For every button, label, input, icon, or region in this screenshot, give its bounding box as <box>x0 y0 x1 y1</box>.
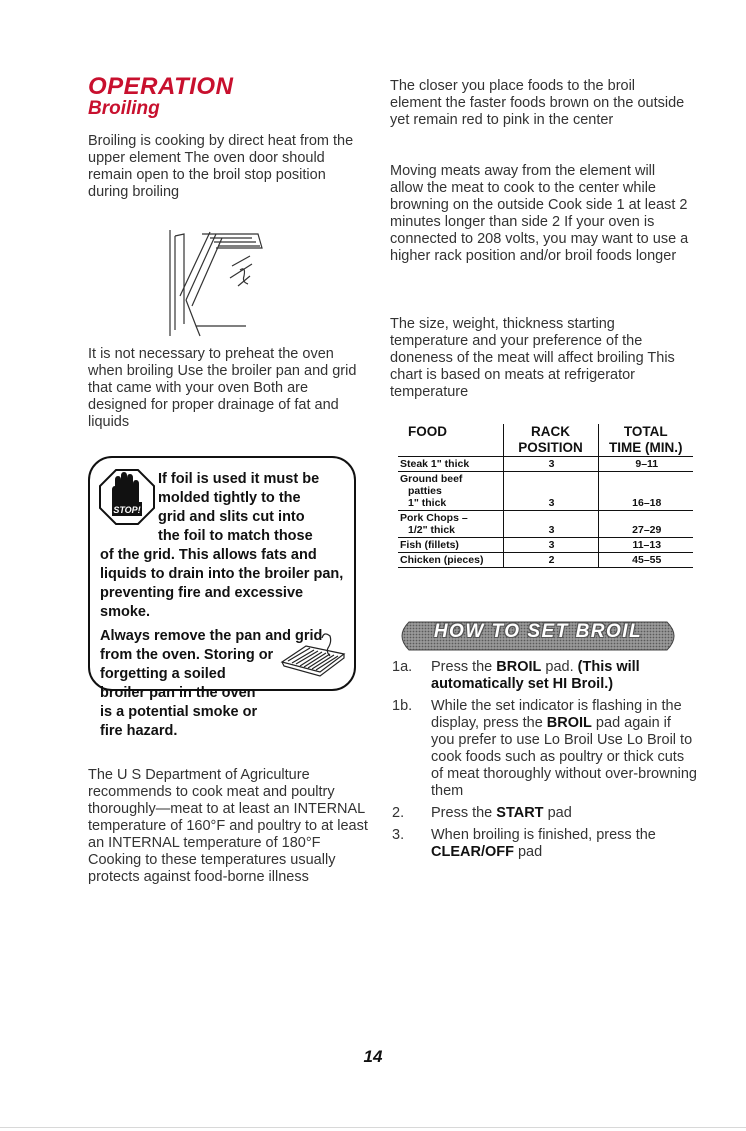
foil-warning-box <box>88 456 356 739</box>
table-row <box>398 538 693 553</box>
intro-paragraph: Broiling is cooking by direct heat from the upper element The oven door should remain open to the broil stop position during broiling <box>88 133 354 200</box>
rack-cell: 3 <box>503 472 598 511</box>
broiling-table <box>398 424 693 568</box>
header-food: FOOD <box>408 424 447 439</box>
food-cell: Fish (fillets) <box>398 538 503 553</box>
stop-label: STOP! <box>113 505 141 515</box>
step-item: 2. Press the START pad <box>392 805 572 821</box>
food-cell: Ground beef patties 1" thick <box>398 472 503 511</box>
section-heading: OPERATION <box>88 73 234 100</box>
time-cell: 27–29 <box>598 511 693 538</box>
header-rack-2: POSITION <box>503 440 598 457</box>
table-row <box>398 553 693 568</box>
step-item: 3. When broiling is finished, press the CLEAR/OFF pad <box>392 827 656 860</box>
broiler-pan-icon <box>278 632 348 678</box>
step-number: 3. <box>392 827 405 843</box>
rack-cell: 2 <box>503 553 598 568</box>
broil-steps <box>392 659 697 866</box>
bottom-edge-line <box>0 1127 746 1128</box>
closer-paragraph: The closer you place foods to the broil element the faster foods brown on the outside yet remain red to pink in the center <box>390 78 685 128</box>
food-cell: Pork Chops – 1/2" thick <box>398 511 503 538</box>
moving-paragraph: Moving meats away from the element will allow the meat to cook to the center while browning on the outside Cook side 1 at least 2 minutes longer than side 2 If your oven is connected to 208 volts, you may want to use a higher rack position and/or broil foods longer <box>390 163 689 264</box>
header-time-1: TOTAL <box>598 424 693 440</box>
header-time-2: TIME (MIN.) <box>598 440 693 457</box>
time-cell: 45–55 <box>598 553 693 568</box>
usda-paragraph: The U S Department of Agriculture recommends to cook meat and poultry thoroughly—meat to at least an INTERNAL temperature of 160°F and poultry to at least an INTERNAL temperature of 180°F Cooking to these temperatures usually protects against food-borne illness <box>88 767 368 885</box>
time-cell: 16–18 <box>598 472 693 511</box>
page-number: 14 <box>363 1047 383 1066</box>
warning-text: If foil is used it must be molded tightly to the grid and slits cut into the foil to match those of the grid. This allows fats and liquids to drain into the broiler pan, preventing fire and excessive smoke. Always remove the pan and grid from the oven. Storing or forgetting a soiled broiler pan in the oven is a potential smoke or fire hazard. <box>100 471 344 739</box>
broiling-chart <box>398 424 693 568</box>
step-number: 2. <box>392 805 405 821</box>
oven-door-illustration <box>166 226 274 338</box>
table-row <box>398 457 693 472</box>
step-number: 1a. <box>392 659 413 675</box>
section-subheading: Broiling <box>88 98 160 119</box>
banner-title: HOW TO SET BROIL <box>433 621 643 642</box>
step-number: 1b. <box>392 698 413 714</box>
time-cell: 11–13 <box>598 538 693 553</box>
step-item: 1a. Press the BROIL pad. (This will automatically set HI Broil.) <box>392 659 640 692</box>
time-cell: 9–11 <box>598 457 693 472</box>
table-row <box>398 511 693 538</box>
size-paragraph: The size, weight, thickness starting temperature and your preference of the doneness of the meat will affect broiling This chart is based on meats at refrigerator temperature <box>390 316 675 400</box>
header-rack-1: RACK <box>503 424 598 440</box>
food-cell: Steak 1" thick <box>398 457 503 472</box>
how-to-set-broil-banner <box>394 621 682 651</box>
step-item: 1b. While the set indicator is flashing in the display, press the BROIL pad again if you prefer to use Lo Broil Use Lo Broil to cook foods such as poultry or thick cuts of meat thoroughly without over-browning them <box>392 698 697 799</box>
rack-cell: 3 <box>503 538 598 553</box>
preheat-paragraph: It is not necessary to preheat the oven when broiling Use the broiler pan and grid that came with your oven Both are designed for proper drainage of fat and liquids <box>88 346 357 430</box>
table-row <box>398 472 693 511</box>
food-cell: Chicken (pieces) <box>398 553 503 568</box>
rack-cell: 3 <box>503 457 598 472</box>
rack-cell: 3 <box>503 511 598 538</box>
